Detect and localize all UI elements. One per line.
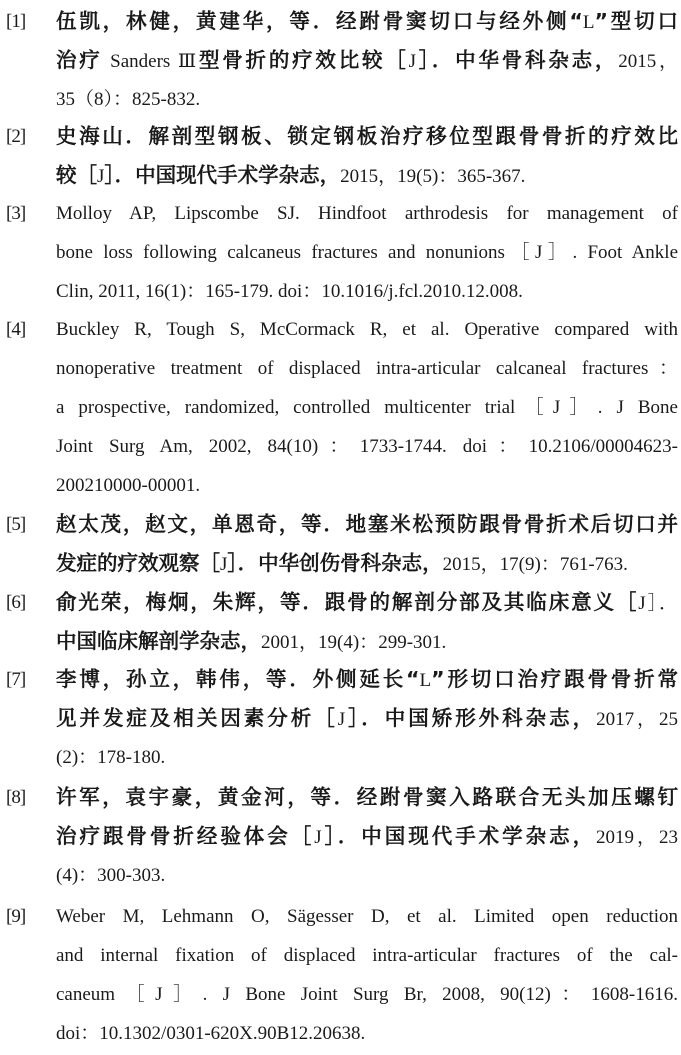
reference-text bbox=[56, 778, 678, 895]
reference-line: Clin, 2011, 16(1)：165-179. doi：10.1016/j.fcl.2010.12.008. bbox=[56, 281, 523, 302]
reference-line: caneum［J］. J Bone Joint Surg Br, 2008, 90(12)：1608-1616. bbox=[56, 984, 678, 1005]
reference-line: 赵太茂，赵文，单恩奇，等．地塞米松预防跟骨骨折术后切口并 bbox=[56, 512, 678, 536]
reference-line: bone loss following calcaneus fractures and nonunions［J］. Foot Ankle bbox=[56, 242, 678, 263]
reference-line: 治疗 Sanders Ⅲ型骨折的疗效比较［J］．中华骨科杂志，2015， bbox=[56, 48, 678, 72]
reference-line: 较［J］．中国现代手术学杂志，2015，19(5)：365-367. bbox=[56, 163, 526, 187]
reference-number: [2] bbox=[6, 126, 26, 147]
reference-text bbox=[56, 194, 678, 311]
reference-line: 李博，孙立，韩伟，等．外侧延长“L”形切口治疗跟骨骨折常 bbox=[56, 667, 678, 691]
reference-line: 中国临床解剖学杂志，2001，19(4)：299-301. bbox=[56, 629, 447, 653]
reference-line: Buckley R, Tough S, McCormack R, et al. Operative compared with bbox=[56, 319, 678, 340]
reference-text bbox=[56, 2, 678, 119]
reference-line: (2)：178-180. bbox=[56, 747, 166, 768]
reference-line: Molloy AP, Lipscombe SJ. Hindfoot arthrodesis for management of bbox=[56, 203, 678, 224]
reference-number: [5] bbox=[6, 514, 26, 535]
reference-number: [3] bbox=[6, 203, 26, 224]
reference-text bbox=[56, 117, 678, 195]
reference-line: 俞光荣，梅炯，朱辉，等．跟骨的解剖分部及其临床意义［J］． bbox=[56, 590, 678, 614]
reference-number: [4] bbox=[6, 319, 26, 340]
reference-number: [8] bbox=[6, 787, 26, 808]
reference-number: [6] bbox=[6, 592, 26, 613]
reference-line: 发症的疗效观察［J］．中华创伤骨科杂志，2015，17(9)：761-763. bbox=[56, 551, 628, 575]
reference-text bbox=[56, 583, 678, 661]
reference-line: 伍凯，林健，黄建华，等．经跗骨窦切口与经外侧“L”型切口 bbox=[56, 9, 678, 33]
reference-line: 见并发症及相关因素分析［J］．中国矫形外科杂志，2017，25 bbox=[56, 706, 678, 730]
reference-line: nonoperative treatment of displaced intra-articular calcaneal fractures： bbox=[56, 358, 678, 379]
reference-number: [7] bbox=[6, 669, 26, 690]
reference-number: [1] bbox=[6, 11, 26, 32]
reference-text bbox=[56, 505, 678, 583]
reference-line: 200210000-00001. bbox=[56, 475, 201, 496]
reference-line: Weber M, Lehmann O, Sägesser D, et al. Limited open reduction bbox=[56, 906, 678, 927]
reference-line: 许军，袁宇豪，黄金河，等．经跗骨窦入路联合无头加压螺钉 bbox=[56, 785, 678, 809]
reference-line: 史海山．解剖型钢板、锁定钢板治疗移位型跟骨骨折的疗效比 bbox=[56, 124, 678, 148]
reference-line: 治疗跟骨骨折经验体会［J］．中国现代手术学杂志，2019，23 bbox=[56, 824, 678, 848]
reference-line: and internal fixation of displaced intra-articular fractures of the cal- bbox=[56, 945, 678, 966]
reference-line: doi：10.1302/0301-620X.90B12.20638. bbox=[56, 1023, 366, 1044]
reference-line: Joint Surg Am, 2002, 84(10)：1733-1744. doi：10.2106/00004623- bbox=[56, 436, 678, 457]
reference-line: a prospective, randomized, controlled multicenter trial［J］. J Bone bbox=[56, 397, 678, 418]
reference-text bbox=[56, 310, 678, 505]
reference-text bbox=[56, 897, 678, 1053]
reference-line: (4)：300-303. bbox=[56, 865, 166, 886]
reference-line: 35（8）：825-832. bbox=[56, 89, 201, 110]
reference-text bbox=[56, 660, 678, 777]
reference-number: [9] bbox=[6, 906, 26, 927]
